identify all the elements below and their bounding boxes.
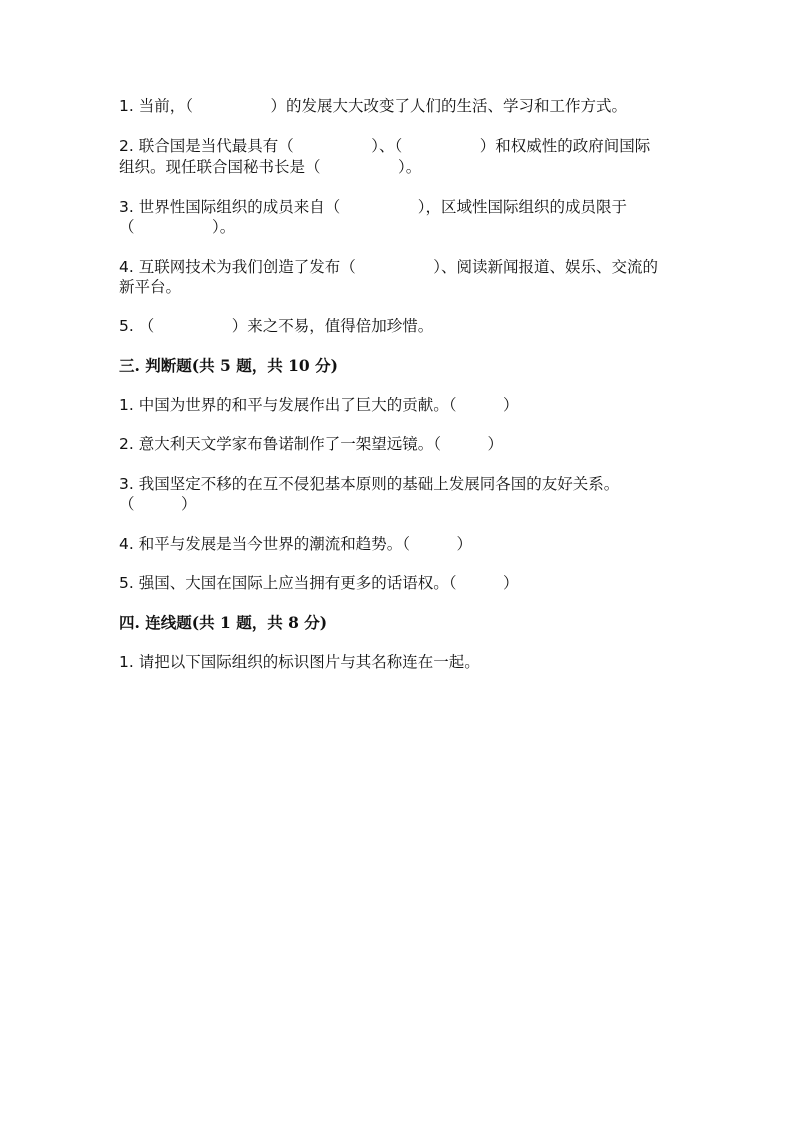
fill-question-3-line-1: 3. 世界性国际组织的成员来自（ ），区域性国际组织的成员限于 <box>119 198 627 216</box>
fill-question-1: 1. 当前，（ ）的发展大大改变了人们的生活、学习和工作方式。 <box>119 97 627 115</box>
section-heading-matching: 四. 连线题(共 1 题，共 8 分) <box>119 613 328 632</box>
fill-question-4-line-1: 4. 互联网技术为我们创造了发布（ ）、阅读新闻报道、娱乐、交流的 <box>119 258 658 276</box>
judge-question-2: 2. 意大利天文学家布鲁诺制作了一架望远镜。（ ） <box>119 435 503 453</box>
matching-question-1: 1. 请把以下国际组织的标识图片与其名称连在一起。 <box>119 653 480 671</box>
judge-question-4: 4. 和平与发展是当今世界的潮流和趋势。（ ） <box>119 535 472 553</box>
judge-question-5: 5. 强国、大国在国际上应当拥有更多的话语权。（ ） <box>119 574 519 592</box>
fill-question-2-line-1: 2. 联合国是当代最具有（ ）、（ ）和权威性的政府间国际 <box>119 137 651 155</box>
fill-question-2-line-2: 组织。现任联合国秘书长是（ ）。 <box>119 158 422 176</box>
judge-question-3-line-2: （ ） <box>119 495 197 513</box>
section-heading-judge: 三. 判断题(共 5 题，共 10 分) <box>119 356 338 375</box>
judge-question-1: 1. 中国为世界的和平与发展作出了巨大的贡献。（ ） <box>119 396 519 414</box>
judge-question-3-line-1: 3. 我国坚定不移的在互不侵犯基本原则的基础上发展同各国的友好关系。 <box>119 475 620 493</box>
fill-question-3-line-2: （ ）。 <box>119 218 236 236</box>
fill-question-5: 5. （ ）来之不易，值得倍加珍惜。 <box>119 317 434 335</box>
fill-question-4-line-2: 新平台。 <box>119 278 182 296</box>
